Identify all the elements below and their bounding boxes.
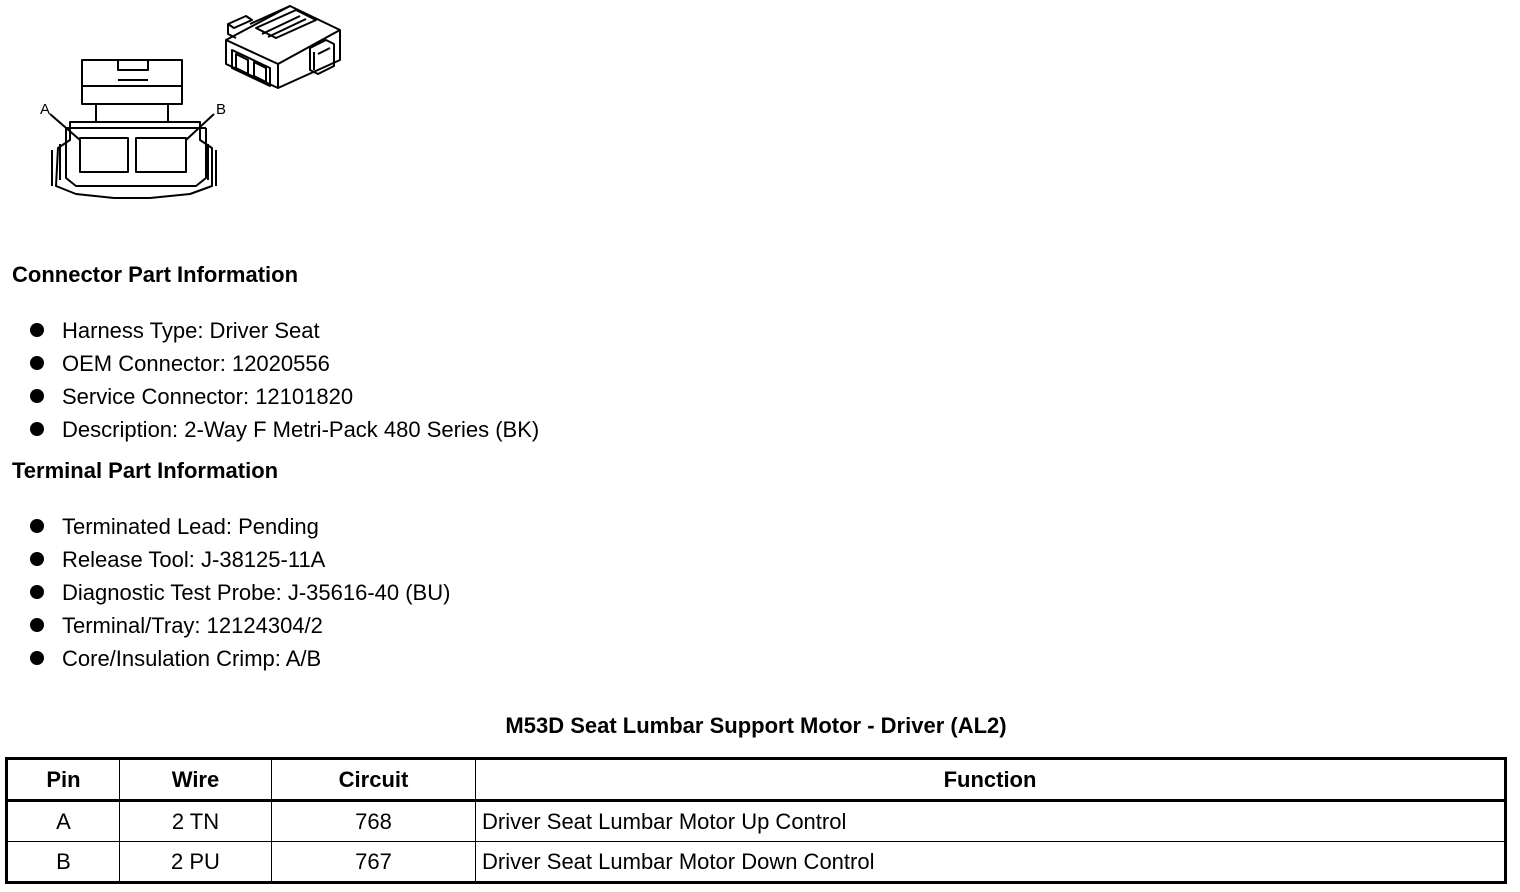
- cell-function: Driver Seat Lumbar Motor Up Control: [476, 801, 1506, 842]
- list-item: [28, 380, 539, 413]
- list-item-text: Harness Type: Driver Seat: [62, 318, 320, 343]
- terminal-info-title: Terminal Part Information: [12, 458, 279, 483]
- list-item: [28, 543, 450, 576]
- pin-label-b: B: [216, 101, 227, 118]
- connector-info-title: Connector Part Information: [12, 262, 299, 287]
- header-pin: Pin: [7, 759, 120, 801]
- header-function: Function: [476, 759, 1506, 801]
- table-row: [7, 842, 1506, 883]
- list-item: [28, 510, 450, 543]
- list-item-text: Service Connector: 12101820: [62, 384, 354, 409]
- pin-table-title: M53D Seat Lumbar Support Motor - Driver (AL2): [505, 713, 1007, 738]
- list-item-text: OEM Connector: 12020556: [62, 351, 330, 376]
- connector-info-list: [28, 314, 539, 446]
- list-item-text: Release Tool: J-38125-11A: [62, 547, 326, 572]
- bullet-icon: [30, 651, 44, 665]
- cell-circuit: 768: [272, 801, 476, 842]
- pin-label-a: A: [40, 101, 51, 118]
- list-item: [28, 413, 539, 446]
- table-header-row: [7, 759, 1506, 801]
- bullet-icon: [30, 356, 44, 370]
- list-item-text: Terminated Lead: Pending: [62, 514, 319, 539]
- cell-circuit: 767: [272, 842, 476, 883]
- cell-wire: 2 TN: [120, 801, 272, 842]
- cell-wire: 2 PU: [120, 842, 272, 883]
- list-item: [28, 314, 539, 347]
- header-circuit: Circuit: [272, 759, 476, 801]
- list-item-text: Diagnostic Test Probe: J-35616-40 (BU): [62, 580, 451, 605]
- connector-face-view: [50, 60, 216, 198]
- list-item: [28, 642, 450, 675]
- bullet-icon: [30, 389, 44, 403]
- bullet-icon: [30, 422, 44, 436]
- list-item-text: Core/Insulation Crimp: A/B: [62, 646, 322, 671]
- bullet-icon: [30, 552, 44, 566]
- pin-table: [5, 757, 1507, 884]
- cell-function: Driver Seat Lumbar Motor Down Control: [476, 842, 1506, 883]
- bullet-icon: [30, 585, 44, 599]
- list-item: [28, 347, 539, 380]
- bullet-icon: [30, 618, 44, 632]
- terminal-info-list: [28, 510, 450, 675]
- bullet-icon: [30, 323, 44, 337]
- connector-3d-view: [226, 6, 340, 88]
- list-item: [28, 576, 450, 609]
- list-item: [28, 609, 450, 642]
- connector-illustration: [0, 0, 360, 215]
- list-item-text: Terminal/Tray: 12124304/2: [62, 613, 323, 638]
- cell-pin: B: [7, 842, 120, 883]
- cell-pin: A: [7, 801, 120, 842]
- list-item-text: Description: 2-Way F Metri-Pack 480 Series (BK): [62, 417, 540, 442]
- connector-drawing: [0, 0, 360, 215]
- bullet-icon: [30, 519, 44, 533]
- header-wire: Wire: [120, 759, 272, 801]
- table-row: [7, 801, 1506, 842]
